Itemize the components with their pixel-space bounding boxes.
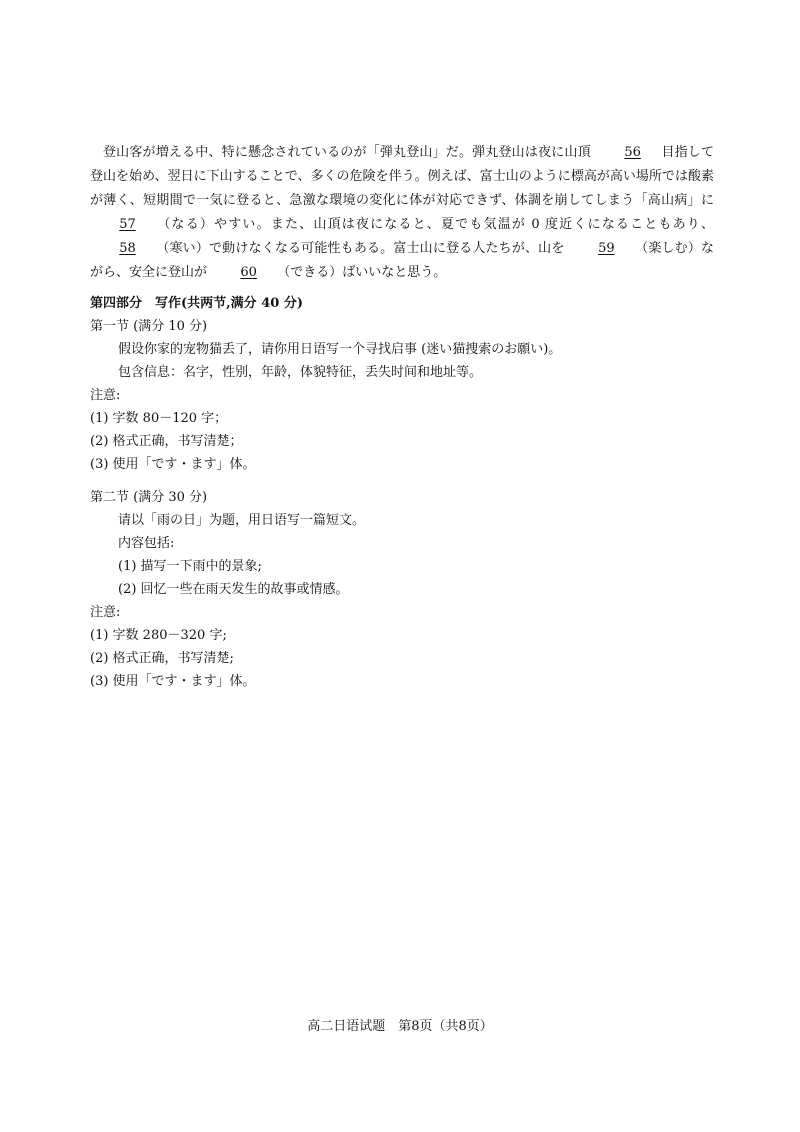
part2-note-1: (1) 字数 280－320 字; (90, 628, 227, 643)
blank-59: 59 (598, 241, 615, 256)
part1-note-1: (1) 字数 80－120 字； (90, 411, 228, 426)
part2-content-item-1: (1) 描写一下雨中的景象; (118, 559, 262, 574)
blank-56: 56 (624, 145, 641, 160)
part1-note-label: 注意: (90, 388, 121, 403)
part2-content-item-2: (2) 回忆一些在雨天发生的故事或情感。 (118, 582, 349, 597)
blank-57: 57 (119, 217, 136, 232)
part2-note-2: (2) 格式正确，书写清楚; (90, 651, 234, 666)
part2-note-3: (3) 使用「です・ます」体。 (90, 674, 256, 689)
part1-note-3: (3) 使用「です・ます」体。 (90, 457, 256, 472)
part1-instruction: 假设你家的宠物猫丢了，请你用日语写一个寻找启事 (迷い猫捜索のお願い)。 (118, 342, 562, 357)
page-footer: 高二日语试题 第8页（共8页） (307, 1019, 493, 1034)
part1-heading: 第一节 (满分 10 分) (90, 319, 208, 334)
passage-text-3: （なる）やすい。また、山頂は夜になると、夏でも気温が 0 度近くになることもあり、 (157, 217, 714, 232)
part2-note-label: 注意: (90, 605, 121, 620)
passage-text-2: 目指して登山を始め、翌日に下山することで、多くの危険を伴う。例えば、富士山のように標高が高い場所では酸素が薄く、短期間で一気に登ると、急激な環境の変化に体が対応できず、体調を崩してしまう「高山病」に (90, 145, 714, 208)
blank-60: 60 (240, 265, 257, 280)
passage-text-1: 登山客が増える中、特に懸念されているのが「弾丸登山」だ。弾丸登山は夜に山頂 (103, 145, 591, 160)
part1-info: 包含信息：名字，性别，年龄，体貌特征，丢失时间和地址等。 (118, 365, 483, 380)
part2-heading: 第二节 (满分 30 分) (90, 490, 208, 505)
section-title: 第四部分 写作(共两节,满分 40 分) (90, 296, 303, 311)
part1-note-2: (2) 格式正确，书写清楚； (90, 434, 243, 449)
part2-instruction: 请以「雨の日」为题，用日语写一篇短文。 (118, 513, 366, 528)
part2-content-label: 内容包括: (118, 536, 175, 551)
passage-text-4: （寒い）で動けなくなる可能性もある。富士山に登る人たちが、山を (156, 241, 565, 256)
passage-text-5: （楽しむ）ながら、安全に登山が (90, 241, 714, 280)
blank-58: 58 (119, 241, 136, 256)
passage-text-6: （できる）ばいいなと思う。 (277, 265, 447, 280)
passage-paragraph (90, 141, 714, 285)
